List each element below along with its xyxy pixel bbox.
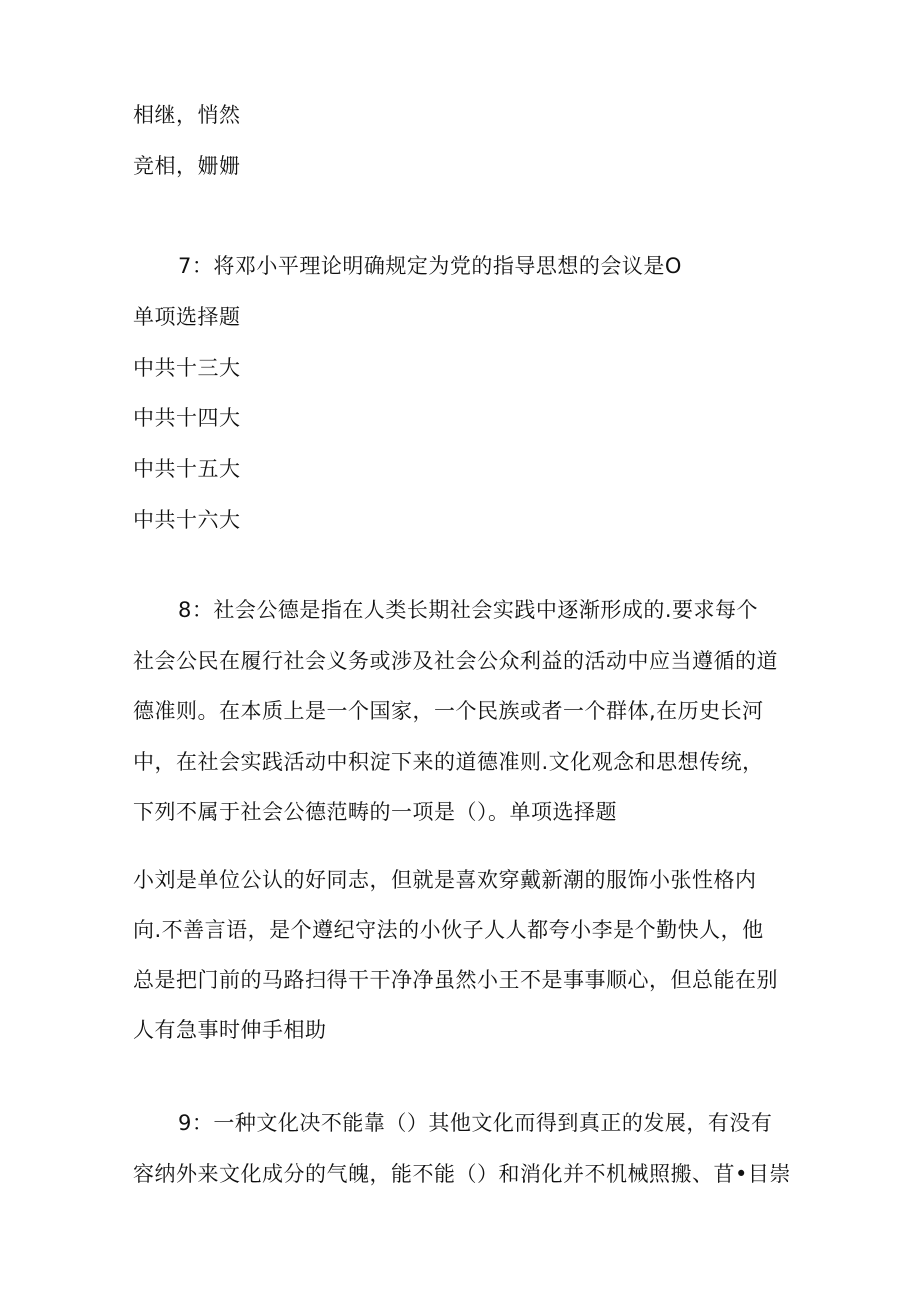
question-text-line: 下列不属于社会公德范畴的一项是（）。单项选择题 [133, 800, 617, 824]
question-number: 9： [178, 1111, 214, 1135]
question-number: 8： [178, 598, 214, 622]
question-text: 将邓小平理论明确规定为党的指导思想的会议是O [213, 254, 682, 278]
question-9 [178, 1109, 772, 1137]
question-text: 一种文化决不能靠（）其他文化而得到真正的发展，有没有 [213, 1111, 773, 1135]
answer-text-line: 总是把门前的马路扫得干干净净虽然小王不是事事顺心，但总能在别 [133, 968, 778, 992]
question-text-line: 中，在社会实践活动中积淀下来的道德准则.文化观念和思想传统， [133, 750, 764, 774]
answer-text-line: 小刘是单位公认的好同志，但就是喜欢穿戴新潮的服饰小张性格内 [133, 868, 757, 892]
question-text-line: 社会公民在履行社会义务或涉及社会公众利益的活动中应当遵循的道 [133, 649, 778, 673]
question-8 [178, 596, 758, 624]
question-text: 社会公德是指在人类长期社会实践中逐渐形成的.要求每个 [213, 598, 759, 622]
question-number: 7： [178, 254, 214, 278]
option-line: 竞相，姗姗 [133, 154, 241, 178]
question-7 [178, 252, 682, 280]
option-line: 中共十六大 [133, 508, 241, 532]
option-line: 中共十三大 [133, 356, 241, 380]
answer-text-line: 向.不善言语，是个遵纪守法的小伙子人人都夸小李是个勤快人，他 [133, 918, 764, 942]
question-type: 单项选择题 [133, 305, 241, 329]
question-text-line: 容纳外来文化成分的气魄，能不能（）和消化并不机械照搬、苜•目崇 [133, 1162, 791, 1186]
question-text-line: 德准则。在本质上是一个国家，一个民族或者一个群体,在历史长河 [133, 699, 764, 723]
option-line: 中共十四大 [133, 406, 241, 430]
option-line: 相继，悄然 [133, 103, 241, 127]
answer-text-line: 人有急事时伸手相助 [133, 1018, 327, 1042]
option-line: 中共十五大 [133, 457, 241, 481]
